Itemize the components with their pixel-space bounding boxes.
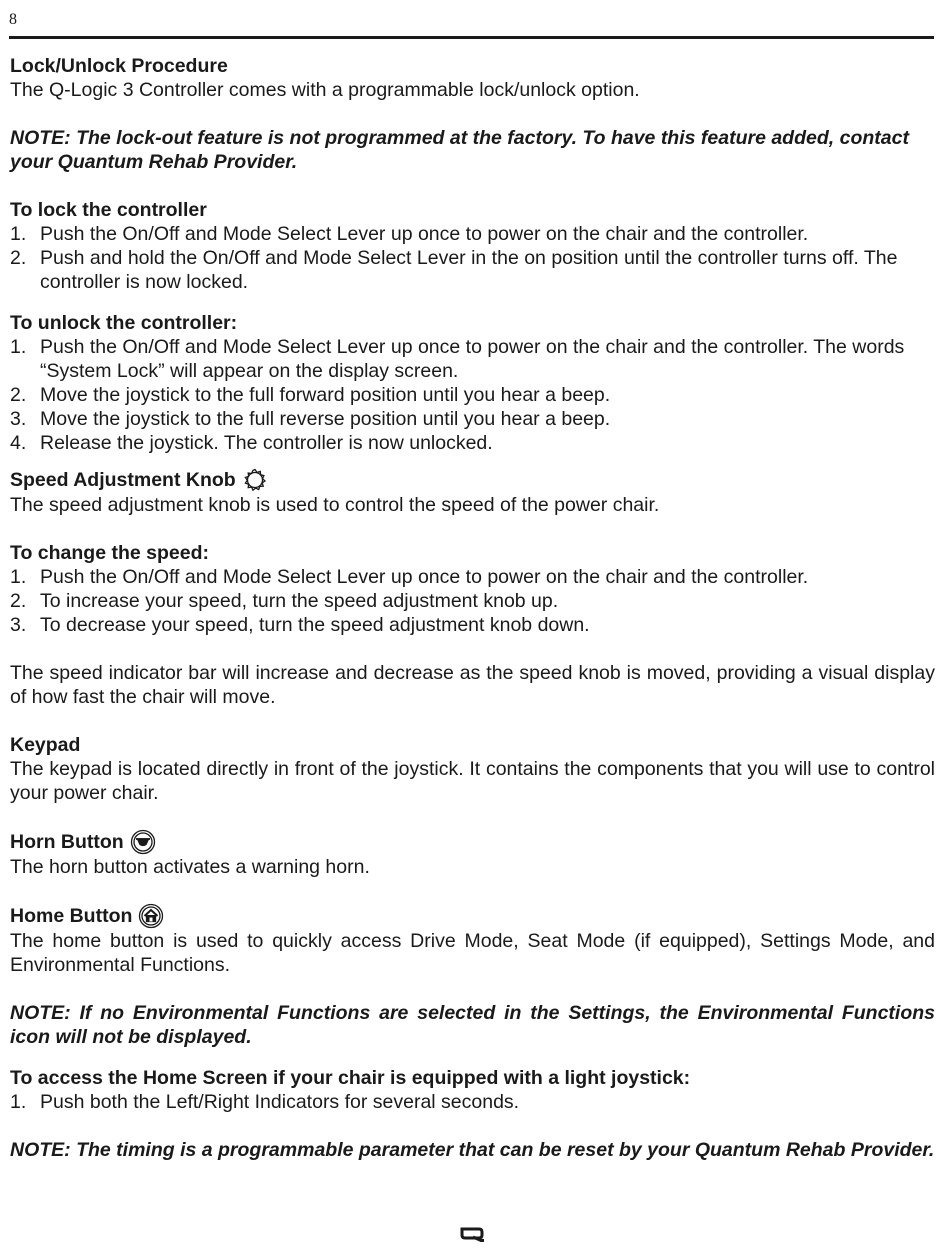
speed-intro: The speed adjustment knob is used to control the speed of the power chair. bbox=[10, 494, 660, 516]
home-button-heading: Home Button bbox=[10, 903, 935, 929]
list-item: 1. Push the On/Off and Mode Select Lever up once to power on the chair and the controller. bbox=[10, 566, 809, 588]
environmental-note: NOTE: If no Environmental Functions are selected in the Settings, the Environmental Functions icon will not be displayed. bbox=[10, 1002, 935, 1048]
unlock-steps bbox=[10, 335, 935, 455]
lock-intro: The Q-Logic 3 Controller comes with a programmable lock/unlock option. bbox=[10, 79, 640, 101]
change-speed-heading: To change the speed: bbox=[10, 542, 209, 564]
speed-knob-heading: Speed Adjustment Knob bbox=[10, 467, 935, 493]
lock-controller-heading: To lock the controller bbox=[10, 199, 207, 221]
header-rule bbox=[9, 36, 934, 39]
speed-steps bbox=[10, 565, 935, 637]
list-item: 2. Move the joystick to the full forward position until you hear a beep. bbox=[10, 384, 611, 406]
lock-steps bbox=[10, 222, 935, 294]
speed-indicator-text: The speed indicator bar will increase and decrease as the speed knob is moved, providing a visual display of how fast the chair will move. bbox=[10, 662, 935, 708]
timing-note: NOTE: The timing is a programmable parameter that can be reset by your Quantum Rehab Provider. bbox=[10, 1139, 935, 1161]
speed-knob-icon bbox=[242, 467, 268, 493]
horn-text: The horn button activates a warning horn. bbox=[10, 856, 370, 878]
home-access-steps bbox=[10, 1090, 935, 1114]
page-number: 8 bbox=[9, 11, 17, 28]
keypad-text: The keypad is located directly in front of the joystick. It contains the components that you will use to control your power chair. bbox=[10, 758, 935, 804]
home-icon bbox=[138, 903, 164, 929]
lockout-note: NOTE: The lock-out feature is not programmed at the factory. To have this feature added, contact your Quantum Rehab Provider. bbox=[10, 127, 909, 173]
unlock-controller-heading: To unlock the controller: bbox=[10, 312, 238, 334]
list-item: 2. Push and hold the On/Off and Mode Select Lever in the on position until the controller turns off. The controller is now locked. bbox=[10, 247, 898, 293]
home-text: The home button is used to quickly access Drive Mode, Seat Mode (if equipped), Settings Mode, and Environmental Functions. bbox=[10, 930, 935, 976]
list-item: 4. Release the joystick. The controller is now unlocked. bbox=[10, 432, 493, 454]
keypad-heading: Keypad bbox=[10, 734, 81, 756]
list-item: 1. Push both the Left/Right Indicators for several seconds. bbox=[10, 1091, 520, 1113]
page-content bbox=[10, 54, 935, 1162]
list-item: 1. Push the On/Off and Mode Select Lever up once to power on the chair and the controller. The words “System Lock” will appear on the display screen. bbox=[10, 336, 905, 382]
list-item: 3. To decrease your speed, turn the speed adjustment knob down. bbox=[10, 614, 590, 636]
horn-icon bbox=[130, 829, 156, 855]
home-screen-access-heading: To access the Home Screen if your chair is equipped with a light joystick: bbox=[10, 1067, 691, 1089]
lock-unlock-heading: Lock/Unlock Procedure bbox=[10, 55, 228, 77]
list-item: 1. Push the On/Off and Mode Select Lever up once to power on the chair and the controller. bbox=[10, 223, 809, 245]
list-item: 3. Move the joystick to the full reverse position until you hear a beep. bbox=[10, 408, 611, 430]
horn-button-heading: Horn Button bbox=[10, 829, 935, 855]
list-item: 2. To increase your speed, turn the speed adjustment knob up. bbox=[10, 590, 559, 612]
quantum-logo-icon bbox=[458, 1226, 486, 1242]
